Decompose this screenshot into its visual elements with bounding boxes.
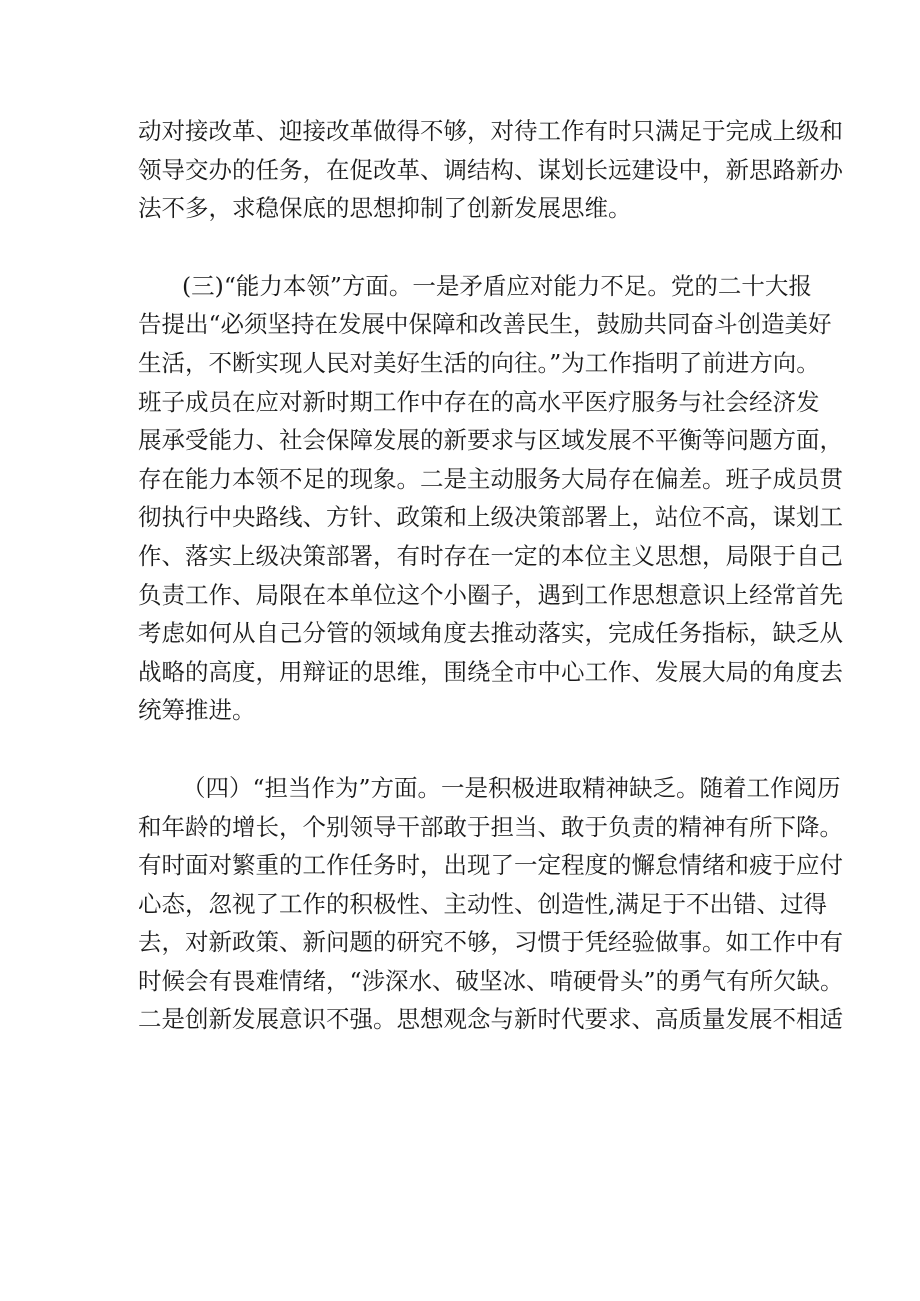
text-line-first: （四）“担当作为”方面。一是积极进取精神缺乏。随着工作阅历 xyxy=(182,773,841,802)
text-line: 考虑如何从自己分管的领域角度去推动落实，完成任务指标，缺乏从 xyxy=(138,619,843,648)
paragraph-ability xyxy=(138,267,843,730)
text-line: 战略的高度，用辩证的思维，围绕全市中心工作、发展大局的角度去 xyxy=(138,657,843,686)
text-line: 班子成员在应对新时期工作中存在的高水平医疗服务与社会经济发 xyxy=(138,387,820,416)
text-line: 去，对新政策、新问题的研究不够，习惯于凭经验做事。如工作中有 xyxy=(138,928,843,957)
paragraph-spacer xyxy=(138,228,798,267)
document-body xyxy=(138,112,844,1039)
text-line: 告提出“必须坚持在发展中保障和改善民生，鼓励共同奋斗创造美好 xyxy=(138,310,832,339)
text-line: 领导交办的任务，在促改革、调结构、谋划长远建设中，新思路新办 xyxy=(138,155,843,184)
text-line: 生活，不断实现人民对美好生活的向往。”为工作指明了前进方向。 xyxy=(138,348,820,377)
text-line: 时候会有畏难情绪，“涉深水、破坚冰、啃硬骨头”的勇气有所欠缺。 xyxy=(138,966,844,995)
text-line: 动对接改革、迎接改革做得不够，对待工作有时只满足于完成上级和 xyxy=(138,117,843,145)
text-line: 存在能力本领不足的现象。二是主动服务大局存在偏差。班子成员贯 xyxy=(138,464,843,493)
paragraph-responsibility xyxy=(138,769,844,1039)
text-line: 和年龄的增长，个别领导干部敢于担当、敢于负责的精神有所下降。 xyxy=(138,812,843,841)
text-line: 法不多，求稳保底的思想抑制了创新发展思维。 xyxy=(138,194,632,223)
text-line: 负责工作、局限在本单位这个小圈子，遇到工作思想意识上经常首先 xyxy=(138,580,843,609)
text-line: 二是创新发展意识不强。思想观念与新时代要求、高质量发展不相适 xyxy=(138,1005,843,1034)
text-line: 心态，忽视了工作的积极性、主动性、创造性,满足于不出错、过得 xyxy=(138,889,827,918)
paragraph-spacer xyxy=(138,730,798,769)
text-line: 统筹推进。 xyxy=(138,696,256,725)
paragraph-continuation xyxy=(138,112,843,228)
text-line: 彻执行中央路线、方针、政策和上级决策部署上，站位不高，谋划工 xyxy=(138,503,843,532)
text-line: 展承受能力、社会保障发展的新要求与区域发展不平衡等问题方面， xyxy=(138,426,843,455)
text-line: 有时面对繁重的工作任务时，出现了一定程度的懈怠情绪和疲于应付 xyxy=(138,851,843,880)
text-line: 作、落实上级决策部署，有时存在一定的本位主义思想，局限于自己 xyxy=(138,541,843,570)
text-line-first: (三)“能力本领”方面。一是矛盾应对能力不足。党的二十大报 xyxy=(182,271,812,300)
